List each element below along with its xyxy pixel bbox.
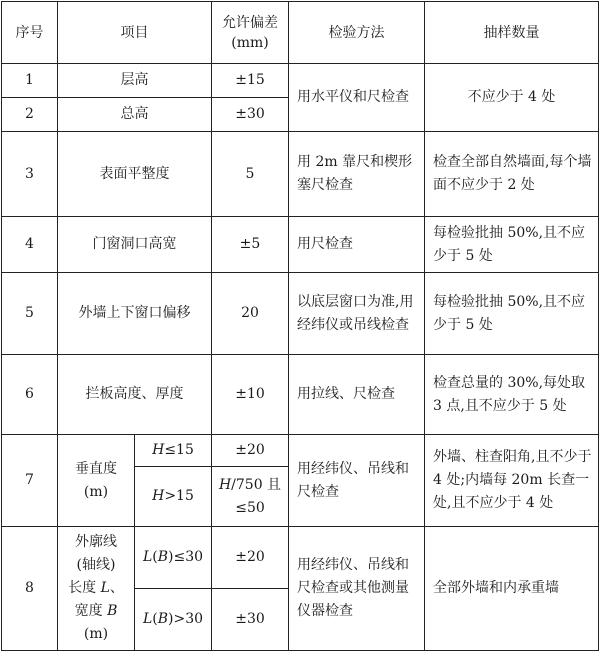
row-method: 用尺检查	[289, 217, 425, 273]
row-subitem	[135, 467, 212, 527]
row-item-line2: (轴线)	[76, 557, 116, 573]
row-item	[58, 435, 135, 527]
table-row	[2, 217, 599, 273]
var-l: L	[142, 611, 153, 627]
row-subitem	[135, 589, 212, 651]
row-method: 用经纬仪、吊线和尺检查或其他测量仪器检查	[289, 527, 425, 651]
table-row	[2, 355, 599, 435]
sub-paren: (	[152, 611, 158, 627]
row-sample: 检查总量的 30%,每处取 3 点,且不应少于 5 处	[425, 355, 599, 435]
tolerance-line1	[216, 474, 284, 497]
row-subitem	[135, 527, 212, 589]
table-row	[2, 273, 599, 355]
row-method: 用经纬仪、吊线和尺检查	[289, 435, 425, 527]
row-method: 以底层窗口为准,用经纬仪或吊线检查	[289, 273, 425, 355]
header-tolerance-line1: 允许偏差	[222, 14, 278, 31]
row-tolerance: ±5	[212, 217, 289, 273]
row-subitem	[135, 435, 212, 467]
row-item-line1: 外廓线	[75, 534, 117, 550]
row-no: 3	[2, 132, 58, 217]
tolerance-line2: ≤50	[235, 499, 265, 516]
row-tolerance: ±30	[212, 98, 289, 132]
row-item-line1: 垂直度	[75, 460, 117, 477]
row-no: 2	[2, 98, 58, 132]
row-item: 总高	[58, 98, 212, 132]
header-no: 序号	[2, 2, 58, 64]
row-no: 8	[2, 527, 58, 651]
row-item: 门窗洞口高宽	[58, 217, 212, 273]
table-row	[2, 527, 599, 589]
table-row	[2, 435, 599, 467]
row-no: 6	[2, 355, 58, 435]
var-l: L	[142, 549, 153, 565]
header-row	[2, 2, 599, 64]
var-l: L	[100, 580, 110, 596]
row-tolerance: 20	[212, 273, 289, 355]
row-method: 用 2m 靠尺和楔形塞尺检查	[289, 132, 425, 217]
var-b: B	[157, 611, 169, 627]
sub-op: )>30	[168, 611, 204, 627]
var-h: H	[152, 488, 165, 504]
row-sample: 不应少于 4 处	[425, 64, 599, 132]
row-item: 表面平整度	[58, 132, 212, 217]
var-b: B	[107, 603, 118, 619]
row-sample: 每检验批抽 50%,且不应少于 5 处	[425, 217, 599, 273]
header-sample: 抽样数量	[425, 2, 599, 64]
row-item: 拦板高度、厚度	[58, 355, 212, 435]
tolerance-text: /750 且	[231, 476, 282, 493]
sub-op: >15	[164, 488, 194, 504]
row-no: 4	[2, 217, 58, 273]
row-no: 7	[2, 435, 58, 527]
row-sample: 外墙、柱查阳角,且不少于 4 处;内墙每 20m 长查一处,且不应少于 4 处	[425, 435, 599, 527]
row-item-line4	[62, 600, 130, 623]
row-tolerance: 5	[212, 132, 289, 217]
item-text: 宽度	[74, 603, 108, 619]
row-item-line2: (m)	[83, 483, 109, 500]
row-tolerance: ±20	[212, 527, 289, 589]
sub-op: )≤30	[168, 549, 204, 565]
row-tolerance: ±30	[212, 589, 289, 651]
row-tolerance: ±15	[212, 64, 289, 98]
row-sample: 全部外墙和内承重墙	[425, 527, 599, 651]
row-tolerance: ±10	[212, 355, 289, 435]
row-tolerance	[212, 467, 289, 527]
row-item	[58, 527, 135, 651]
header-method: 检验方法	[289, 2, 425, 64]
var-h: H	[218, 476, 232, 493]
var-b: B	[157, 549, 169, 565]
row-item-line3	[62, 577, 130, 600]
sub-paren: (	[152, 549, 158, 565]
header-item: 项目	[58, 2, 212, 64]
item-text: 、	[109, 580, 124, 596]
row-item-line5: (m)	[83, 626, 109, 642]
row-item: 外墙上下窗口偏移	[58, 273, 212, 355]
row-method: 用水平仪和尺检查	[289, 64, 425, 132]
table-row	[2, 132, 599, 217]
row-sample: 每检验批抽 50%,且不应少于 5 处	[425, 273, 599, 355]
row-tolerance: ±20	[212, 435, 289, 467]
row-method: 用拉线、尺检查	[289, 355, 425, 435]
item-text: 长度	[68, 580, 101, 596]
tolerance-table	[1, 1, 599, 651]
row-item: 层高	[58, 64, 212, 98]
var-h: H	[152, 442, 165, 458]
row-sample: 检查全部自然墙面,每个墙面不应少于 2 处	[425, 132, 599, 217]
header-tolerance-line2: (mm)	[231, 34, 269, 51]
row-no: 1	[2, 64, 58, 98]
sub-op: ≤15	[164, 442, 194, 458]
table-row	[2, 64, 599, 98]
header-tolerance	[212, 2, 289, 64]
row-no: 5	[2, 273, 58, 355]
